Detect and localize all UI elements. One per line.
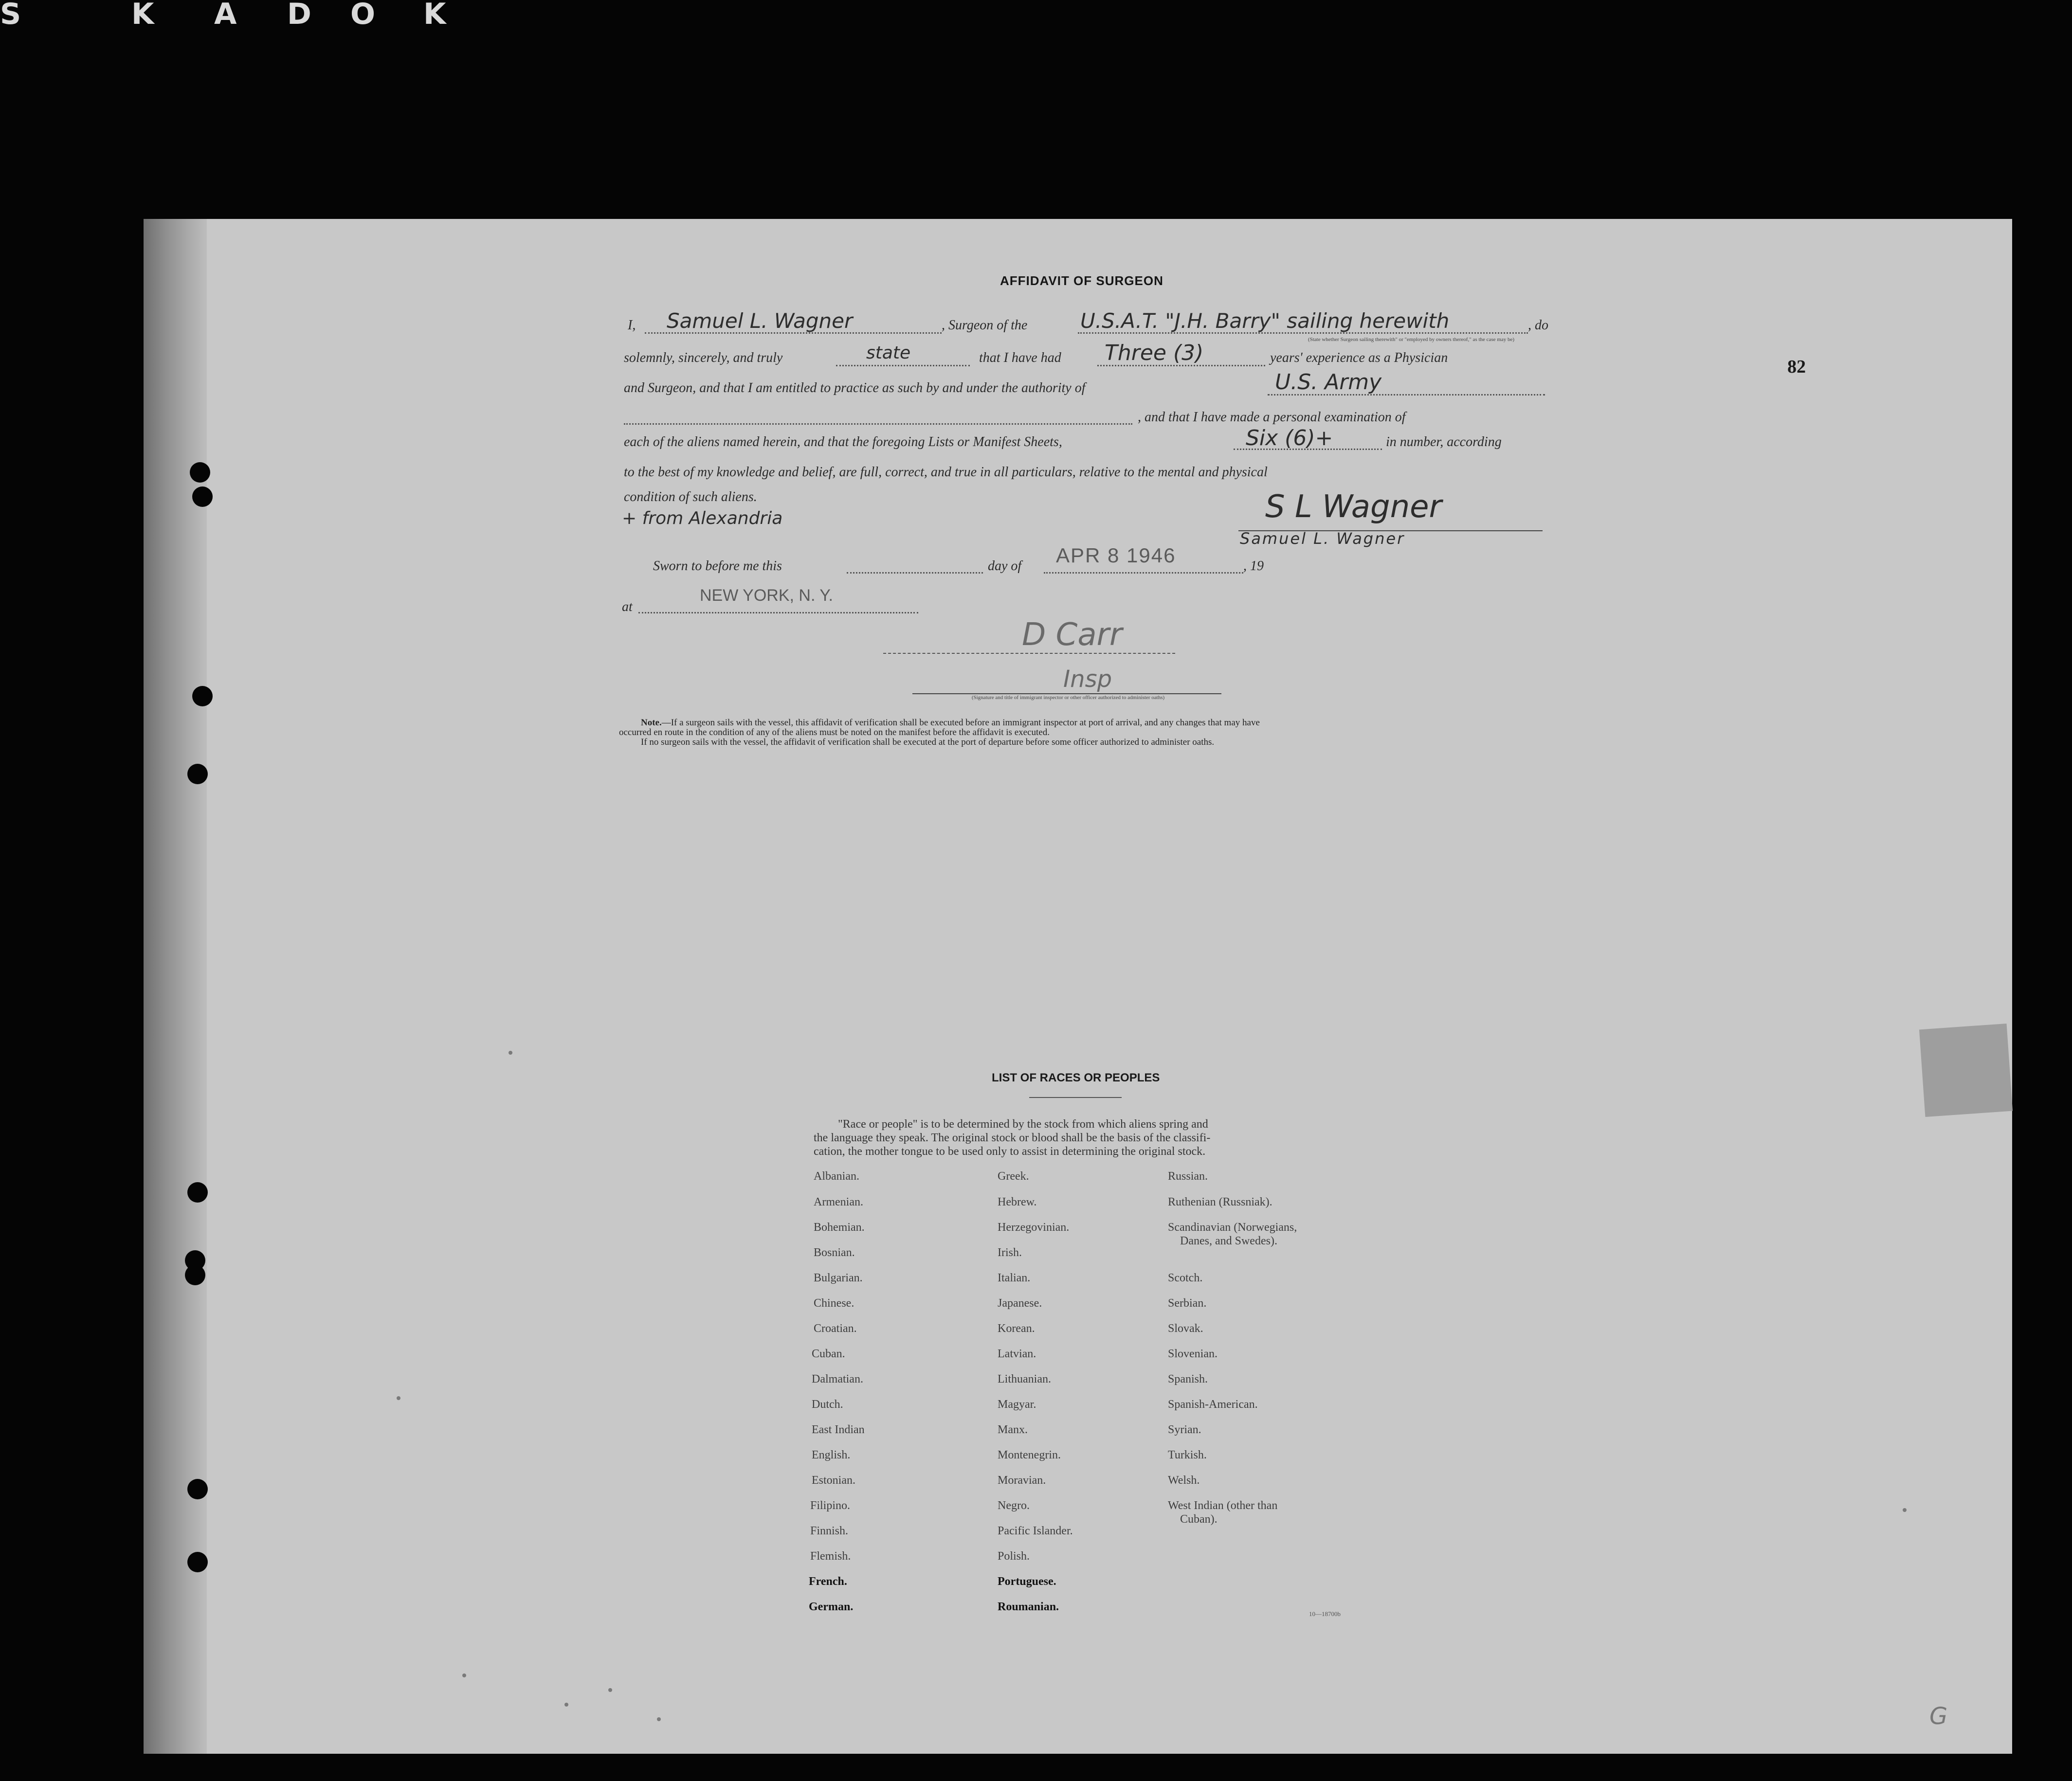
document-sheet — [144, 219, 2012, 1754]
race-item: Greek. — [998, 1170, 1029, 1183]
affidavit-title: AFFIDAVIT OF SURGEON — [1000, 273, 1163, 288]
affidavit-text: day of — [988, 558, 1022, 574]
race-item: Syrian. — [1168, 1423, 1201, 1436]
punch-hole — [190, 462, 210, 483]
film-edge-marks — [0, 0, 487, 29]
race-item: Armenian. — [814, 1196, 863, 1208]
punch-hole — [192, 686, 213, 706]
affidavit-text: in number, according — [1386, 434, 1502, 450]
race-item: Magyar. — [998, 1398, 1036, 1411]
intro-text: the language they speak. The original stock or blood shall be the basis of the classifi- — [814, 1132, 1211, 1144]
film-mark: K — [423, 0, 446, 31]
race-item: English. — [812, 1449, 851, 1461]
speck — [1903, 1508, 1907, 1512]
race-item: West Indian (other than — [1168, 1499, 1278, 1512]
place-stamp: NEW YORK, N. Y. — [700, 586, 833, 605]
race-item: Cuban). — [1180, 1513, 1218, 1526]
race-item: Scandinavian (Norwegians, — [1168, 1221, 1297, 1234]
blank-line — [1044, 572, 1243, 574]
race-item: Irish. — [998, 1246, 1022, 1259]
race-item: Spanish. — [1168, 1373, 1208, 1385]
blank-line — [624, 423, 1132, 425]
speck — [509, 1051, 512, 1055]
race-item: Dalmatian. — [812, 1373, 863, 1385]
race-item: Russian. — [1168, 1170, 1208, 1183]
race-item: Bulgarian. — [814, 1272, 863, 1284]
intro-text: "Race or people" is to be determined by the stock from which aliens spring and — [838, 1118, 1208, 1131]
margin-note-handwritten: + from Alexandria — [622, 508, 783, 528]
races-intro — [814, 1117, 1339, 1158]
inspector-signature: D Carr — [1022, 617, 1123, 653]
race-item: Italian. — [998, 1272, 1031, 1284]
race-item: Hebrew. — [998, 1196, 1037, 1208]
corner-mark: G — [1929, 1703, 1948, 1730]
race-item: Ruthenian (Russniak). — [1168, 1196, 1272, 1208]
race-item: Latvian. — [998, 1348, 1036, 1360]
races-title: LIST OF RACES OR PEOPLES — [992, 1071, 1160, 1084]
race-item: German. — [809, 1601, 854, 1613]
note-text: If no surgeon sails with the vessel, the affidavit of verification shall be executed at the port of departure before some officer authorized to administer oaths. — [641, 737, 1215, 747]
affidavit-text: solemnly, sincerely, and truly — [624, 350, 783, 365]
title-rule — [1029, 1097, 1122, 1098]
race-item: Slovak. — [1168, 1322, 1203, 1335]
vessel-hint: (State whether Surgeon sailing therewith" or "employed by owners thereof," as the case may be) — [1308, 337, 1515, 342]
race-item: Moravian. — [998, 1474, 1046, 1487]
note-text: —If a surgeon sails with the vessel, this affidavit of verification shall be executed before an immigrant inspector at port of arrival, and any changes that may have — [661, 718, 1260, 728]
blank-line — [638, 612, 918, 613]
race-item: Turkish. — [1168, 1449, 1207, 1461]
race-item: Finnish. — [810, 1525, 849, 1537]
authority-handwritten: U.S. Army — [1275, 370, 1382, 395]
race-item: Chinese. — [814, 1297, 854, 1310]
punch-hole — [187, 1479, 208, 1499]
affidavit-text: , do — [1528, 318, 1548, 333]
date-stamp: APR 8 1946 — [1056, 544, 1176, 567]
inspector-caption: (Signature and title of immigrant inspector or other officer authorized to administer oaths) — [971, 695, 1165, 701]
speck — [397, 1396, 400, 1400]
race-item: Herzegovinian. — [998, 1221, 1070, 1234]
tape-patch — [1919, 1024, 2013, 1117]
film-mark: D — [287, 0, 311, 31]
inspector-title-line — [912, 693, 1221, 694]
affidavit-text: , 19 — [1243, 558, 1264, 574]
page-number: 82 — [1787, 357, 1806, 377]
years-handwritten: Three (3) — [1105, 341, 1204, 365]
verb-handwritten: state — [866, 343, 911, 363]
speck — [657, 1717, 661, 1721]
race-item: Albanian. — [814, 1170, 859, 1183]
affidavit-text: I, — [628, 318, 636, 333]
race-item: Polish. — [998, 1550, 1030, 1563]
race-item: Negro. — [998, 1499, 1030, 1512]
film-mark: O — [350, 0, 376, 31]
affidavit-text: and Surgeon, and that I am entitled to practice as such by and under the authority of — [624, 380, 1086, 396]
surgeon-printed-name: Samuel L. Wagner — [1240, 529, 1405, 548]
race-item: Croatian. — [814, 1322, 857, 1335]
surgeon-name-handwritten: Samuel L. Wagner — [667, 309, 853, 333]
film-mark: A — [214, 0, 237, 31]
note-label: Note. — [641, 718, 662, 728]
affidavit-text: each of the aliens named herein, and that the foregoing Lists or Manifest Sheets, — [624, 434, 1062, 450]
race-item: Manx. — [998, 1423, 1028, 1436]
film-mark: K — [131, 0, 154, 31]
race-item: Pacific Islander. — [998, 1525, 1073, 1537]
blank-line — [836, 365, 970, 366]
speck — [564, 1703, 568, 1707]
punch-hole — [187, 1552, 208, 1572]
affidavit-text: years' experience as a Physician — [1270, 350, 1448, 365]
race-item: Scotch. — [1168, 1272, 1203, 1284]
film-mark: S — [0, 0, 21, 31]
sheets-handwritten: Six (6)+ — [1246, 426, 1333, 450]
affidavit-text: at — [622, 599, 633, 614]
race-item: Welsh. — [1168, 1474, 1200, 1487]
race-item: Cuban. — [812, 1348, 845, 1360]
affidavit-text: that I have had — [979, 350, 1061, 365]
affidavit-text: , and that I have made a personal examination of — [1138, 410, 1406, 425]
punch-hole — [187, 764, 208, 784]
race-item: French. — [809, 1575, 847, 1588]
affidavit-text: to the best of my knowledge and belief, are full, correct, and true in all particulars, relative to the mental and physical — [624, 465, 1268, 480]
inspector-signature-line — [883, 653, 1175, 654]
intro-text: cation, the mother tongue to be used only to assist in determining the original stock. — [814, 1145, 1206, 1158]
race-item: Danes, and Swedes). — [1180, 1235, 1277, 1247]
punch-hole — [185, 1265, 205, 1285]
affidavit-text: condition of such aliens. — [624, 489, 757, 504]
race-item: Serbian. — [1168, 1297, 1207, 1310]
speck — [608, 1688, 612, 1692]
affidavit-text: , Surgeon of the — [942, 318, 1028, 333]
speck — [462, 1673, 466, 1677]
race-item: Montenegrin. — [998, 1449, 1061, 1461]
race-item: Bohemian. — [814, 1221, 865, 1234]
affidavit-note — [619, 718, 1546, 747]
race-item: Portuguese. — [998, 1575, 1056, 1588]
form-number: 10—18700b — [1309, 1610, 1341, 1618]
race-item: Korean. — [998, 1322, 1035, 1335]
race-item: Filipino. — [810, 1499, 851, 1512]
race-item: Roumanian. — [998, 1601, 1059, 1613]
race-item: Estonian. — [812, 1474, 855, 1487]
inspector-title: Insp — [1063, 666, 1112, 693]
race-item: Spanish-American. — [1168, 1398, 1258, 1411]
affidavit-text: Sworn to before me this — [653, 558, 782, 574]
surgeon-signature: S L Wagner — [1265, 489, 1442, 525]
punch-hole — [192, 486, 213, 507]
race-item: Dutch. — [812, 1398, 843, 1411]
race-item: Lithuanian. — [998, 1373, 1051, 1385]
note-text: occurred en route in the condition of any of the aliens must be noted on the manifest before the affidavit is executed. — [619, 727, 1050, 738]
race-item: Flemish. — [810, 1550, 851, 1563]
race-item: Slovenian. — [1168, 1348, 1218, 1360]
vessel-handwritten: U.S.A.T. "J.H. Barry" sailing herewith — [1080, 309, 1450, 333]
race-item: East Indian — [812, 1423, 865, 1436]
race-item: Japanese. — [998, 1297, 1042, 1310]
race-item: Bosnian. — [814, 1246, 855, 1259]
punch-hole — [187, 1182, 208, 1203]
binding-edge — [144, 219, 207, 1754]
blank-line — [847, 572, 983, 574]
